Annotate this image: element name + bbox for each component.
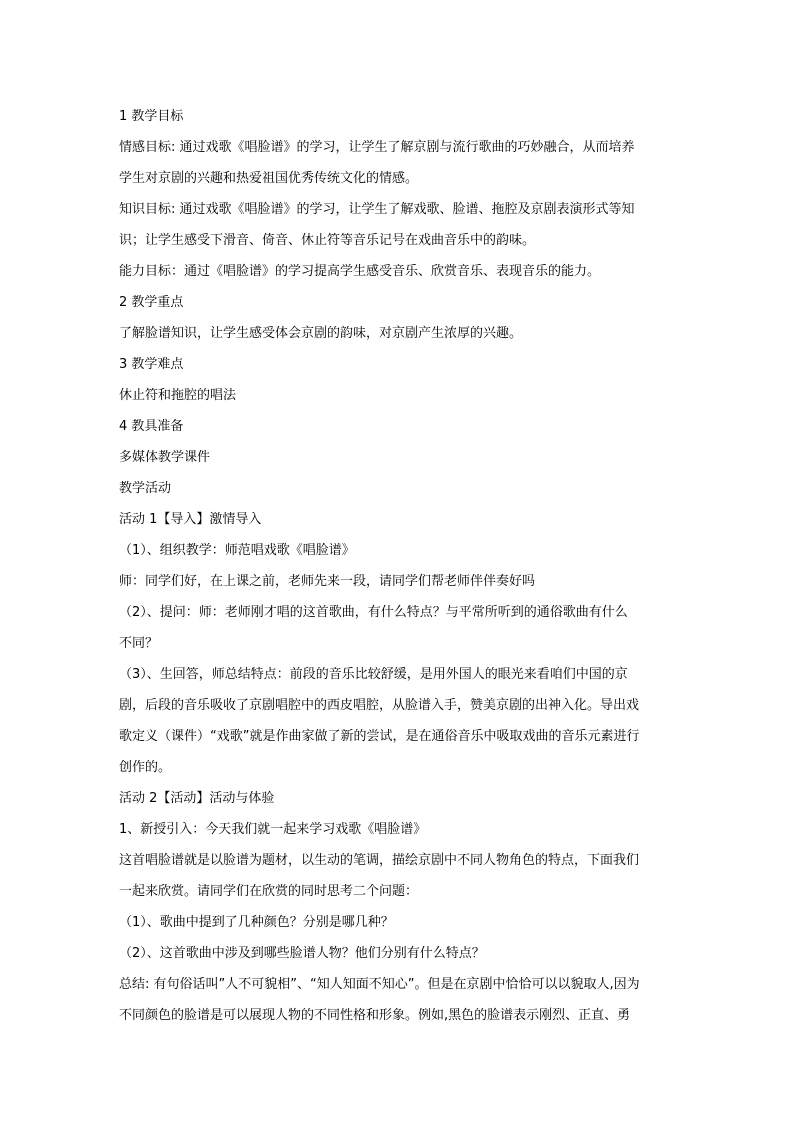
paragraph-line: 知识目标: 通过戏歌《唱脸谱》的学习，让学生了解戏歌、脸谱、拖腔及京剧表演形式等知 [119,202,635,217]
paragraph-line: 总结: 有句俗话叫”人不可貌相”、“知人知面不知心”。但是在京剧中恰恰可以以貌取人,因为 [119,977,640,992]
heading-teaching-focus: 2 教学重点 [119,295,184,310]
heading-teaching-goals: 1 教学目标 [119,109,184,124]
paragraph-line: 1、新授引入：今天我们就一起来学习戏歌《唱脸谱》 [119,822,427,837]
paragraph-line: 不同？ [119,636,159,651]
paragraph-line: 多媒体教学课件 [119,450,211,465]
paragraph-line: （1）、歌曲中提到了几种颜色？分别是哪几种？ [119,915,394,930]
heading-teaching-materials: 4 教具准备 [119,419,184,434]
paragraph-line: 能力目标：通过《唱脸谱》的学习提高学生感受音乐、欣赏音乐、表现音乐的能力。 [119,264,601,279]
paragraph-line: 一起来欣赏。请同学们在欣赏的同时思考二个问题： [119,884,419,899]
paragraph-line: 师：同学们好，在上课之前，老师先来一段，请同学们帮老师伴伴奏好吗 [119,574,536,589]
paragraph-line: （3）、生回答，师总结特点：前段的音乐比较舒缓，是用外国人的眼光来看咱们中国的京 [119,667,628,682]
activity-heading: 活动 2【活动】活动与体验 [119,791,275,806]
paragraph-line: 了解脸谱知识，让学生感受体会京剧的韵味，对京剧产生浓厚的兴趣。 [119,326,523,341]
paragraph-line: 识；让学生感受下滑音、倚音、休止符等音乐记号在戏曲音乐中的韵味。 [119,233,536,248]
paragraph-line: 学生对京剧的兴趣和热爱祖国优秀传统文化的情感。 [119,171,419,186]
paragraph-line: （1）、组织教学：师范唱戏歌《唱脸谱》 [119,543,355,558]
heading-teaching-difficulty: 3 教学难点 [119,357,184,372]
paragraph-line: 休止符和拖腔的唱法 [119,388,237,403]
paragraph-line: 不同颜色的脸谱是可以展现人物的不同性格和形象。例如,黑色的脸谱表示刚烈、正直、勇 [119,1008,631,1023]
heading-teaching-activities: 教学活动 [119,481,172,496]
activity-heading: 活动 1【导入】激情导入 [119,512,262,527]
paragraph-line: 情感目标: 通过戏歌《唱脸谱》的学习，让学生了解京剧与流行歌曲的巧妙融合，从而培养 [119,140,635,155]
paragraph-line: 这首唱脸谱就是以脸谱为题材，以生动的笔调，描绘京剧中不同人物角色的特点，下面我们 [119,853,640,868]
paragraph-line: （2）、提问：师：老师刚才唱的这首歌曲，有什么特点？与平常所听到的通俗歌曲有什么 [119,605,628,620]
paragraph-line: （2）、这首歌曲中涉及到哪些脸谱人物？他们分别有什么特点？ [119,946,485,961]
paragraph-line: 剧，后段的音乐吸收了京剧唱腔中的西皮唱腔，从脸谱入手，赞美京剧的出神入化。导出戏 [119,698,640,713]
paragraph-line: 歌定义（课件）“戏歌”就是作曲家做了新的尝试，是在通俗音乐中吸取戏曲的音乐元素进行 [119,729,640,744]
document-body [119,101,689,1031]
paragraph-line: 创作的。 [119,760,172,775]
